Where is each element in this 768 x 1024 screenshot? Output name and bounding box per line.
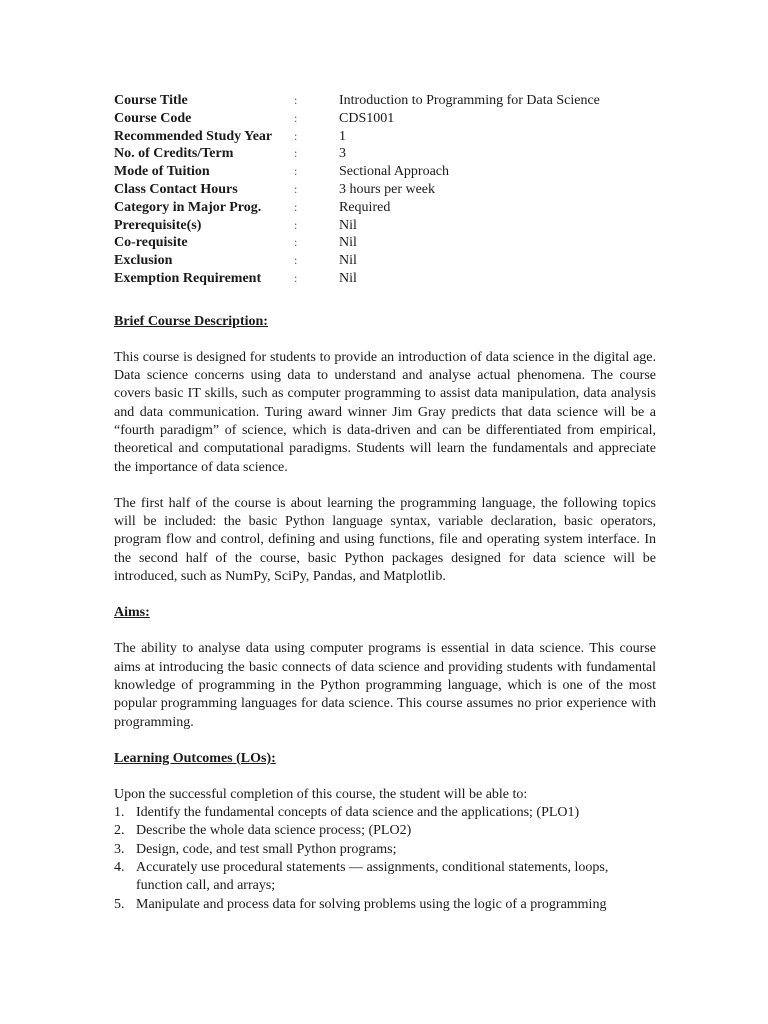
row-colon: :	[294, 110, 298, 125]
learning-outcomes-list	[114, 804, 656, 914]
row-label: Exclusion	[114, 253, 173, 269]
section-gap	[114, 586, 656, 604]
list-item-text: Manipulate and process data for solving problems using the logic of a programming	[136, 896, 607, 912]
row-label: Exemption Requirement	[114, 270, 262, 286]
row-colon: :	[294, 235, 298, 250]
list-item-number: 1.	[114, 805, 125, 821]
row-colon: :	[294, 164, 298, 179]
list-item	[114, 841, 656, 859]
row-value: 3	[339, 146, 346, 162]
row-colon: :	[294, 253, 298, 268]
row-label: Recommended Study Year	[114, 128, 273, 144]
list-item-text: Describe the whole data science process; (PLO2)	[136, 823, 412, 839]
row-colon: :	[294, 128, 298, 143]
row-label: Category in Major Prog.	[114, 199, 262, 215]
row-label: Class Contact Hours	[114, 181, 238, 197]
course-info-row	[114, 199, 656, 217]
list-item	[114, 859, 656, 896]
list-item-number: 5.	[114, 896, 125, 912]
row-label: Course Title	[114, 93, 188, 108]
document-page	[114, 92, 656, 914]
list-item	[114, 804, 656, 822]
row-colon: :	[294, 181, 298, 196]
row-value: 3 hours per week	[339, 181, 436, 197]
row-colon: :	[294, 146, 298, 161]
row-value: Nil	[339, 253, 357, 269]
row-value: 1	[339, 128, 346, 144]
row-value: Sectional Approach	[339, 164, 450, 180]
row-label: Mode of Tuition	[114, 164, 210, 180]
list-item	[114, 896, 656, 914]
list-item-number: 2.	[114, 823, 125, 839]
description-heading: Brief Course Description:	[114, 313, 268, 329]
course-info-row	[114, 92, 656, 110]
aims-paragraph: The ability to analyse data using computer programs is essential in data science. This course aims at introducing the basic connects of data science and providing students with fundamental knowledge of programming in the Python programming language, which is one of the most popular programming languages for data science. This course assumes no prior experience with programming.	[114, 641, 656, 730]
paragraph-gap	[114, 768, 656, 786]
paragraph-gap	[114, 622, 656, 640]
section-gap	[114, 288, 656, 313]
row-label: No. of Credits/Term	[114, 146, 234, 162]
list-item-text: Design, code, and test small Python programs;	[136, 841, 397, 857]
learning-outcomes-heading: Learning Outcomes (LOs):	[114, 750, 276, 766]
row-colon: :	[294, 270, 298, 285]
list-item-number: 4.	[114, 860, 125, 875]
row-value: Nil	[339, 235, 357, 251]
learning-outcomes-intro: Upon the successful completion of this course, the student will be able to:	[114, 786, 528, 802]
list-item-text: Accurately use procedural statements — assignments, conditional statements, loops, function call, and arrays;	[136, 860, 609, 894]
list-item-number: 3.	[114, 841, 125, 857]
row-label: Course Code	[114, 110, 192, 126]
row-value: Nil	[339, 270, 357, 286]
list-item-text: Identify the fundamental concepts of data science and the applications; (PLO1)	[136, 805, 580, 821]
course-info-row	[114, 110, 656, 128]
row-colon: :	[294, 93, 298, 107]
course-info-row	[114, 234, 656, 252]
row-colon: :	[294, 199, 298, 214]
list-item	[114, 822, 656, 840]
course-info-row	[114, 145, 656, 163]
description-paragraph-2: The first half of the course is about learning the programming language, the following topics will be included: the basic Python language syntax, variable declaration, basic operators, program flow and control, defining and using functions, file and operating system interface. In the second half of the course, basic Python packages designed for data science will be introduced, such as NumPy, SciPy, Pandas, and Matplotlib.	[114, 495, 656, 585]
course-info-table	[114, 92, 656, 288]
course-info-row	[114, 270, 656, 288]
row-value: CDS1001	[339, 110, 395, 126]
course-info-row	[114, 217, 656, 235]
row-colon: :	[294, 217, 298, 232]
paragraph-gap	[114, 331, 656, 349]
row-value: Nil	[339, 217, 357, 233]
course-info-row	[114, 163, 656, 181]
row-label: Co-requisite	[114, 235, 188, 251]
row-value: Introduction to Programming for Data Science	[339, 93, 600, 108]
section-gap	[114, 732, 656, 750]
description-paragraph-1: This course is designed for students to provide an introduction of data science in the digital age. Data science concerns using data to understand and analyse actual phenomena. The course covers basic IT skills, such as computer programming to assist data manipulation, data analysis and data communication. Turing award winner Jim Gray predicts that data science will be a “fourth paradigm” of science, which is data-driven and can be differentiated from empirical, theoretical and computational paradigms. Students will learn the fundamentals and appreciate the importance of data science.	[114, 349, 656, 475]
row-value: Required	[339, 199, 391, 215]
course-info-row	[114, 252, 656, 270]
course-info-row	[114, 128, 656, 146]
course-info-row	[114, 181, 656, 199]
paragraph-gap	[114, 477, 656, 495]
row-label: Prerequisite(s)	[114, 217, 202, 233]
aims-heading: Aims:	[114, 605, 150, 621]
